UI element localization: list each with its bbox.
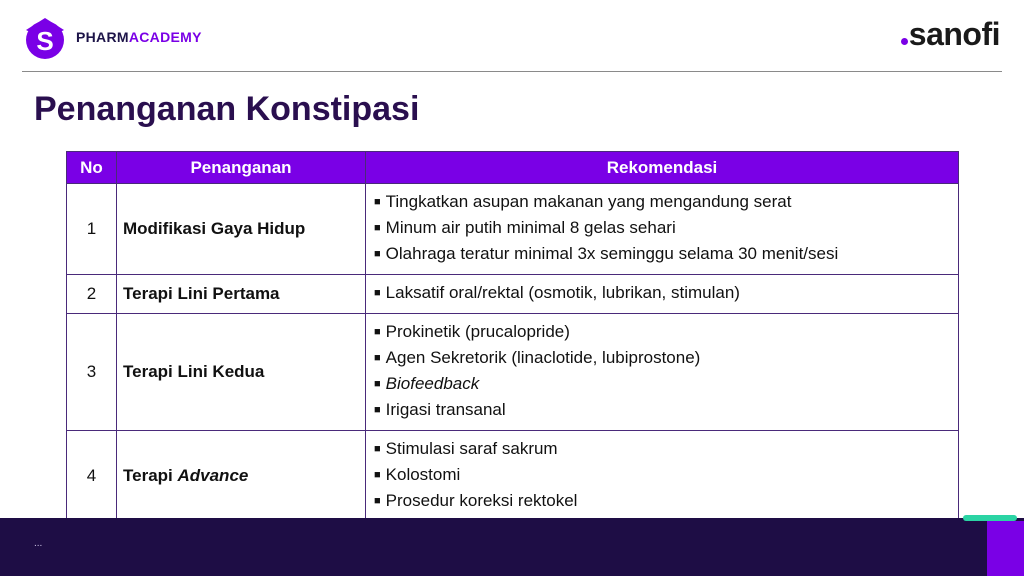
list-item <box>374 346 950 372</box>
square-bullet-icon: ■ <box>374 352 381 364</box>
recommendation-text: Tingkatkan asupan makanan yang mengandung serat <box>385 192 792 211</box>
square-bullet-icon: ■ <box>374 248 381 260</box>
recommendation-cell <box>366 275 959 314</box>
square-bullet-icon: ■ <box>374 495 381 507</box>
recommendation-cell <box>366 314 959 431</box>
footer-dots: ... <box>34 538 43 549</box>
header-divider <box>22 71 1002 72</box>
recommendation-text: Agen Sekretorik (linaclotide, lubiprostone) <box>385 348 701 367</box>
list-item <box>374 372 950 398</box>
recommendation-text: Irigasi transanal <box>385 400 506 419</box>
sanofi-logo <box>901 16 1000 53</box>
treatment-name-prefix: Terapi <box>123 466 178 485</box>
treatment-name: Terapi Lini Pertama <box>117 275 366 314</box>
treatment-name <box>117 431 366 522</box>
table-row <box>67 184 959 275</box>
recommendation-text: Kolostomi <box>385 465 461 484</box>
list-item <box>374 398 950 424</box>
list-item <box>374 437 950 463</box>
treatment-name: Terapi Lini Kedua <box>117 314 366 431</box>
row-number: 1 <box>67 184 117 275</box>
svg-text:S: S <box>36 26 54 56</box>
row-number: 2 <box>67 275 117 314</box>
brand-name-part2: ACADEMY <box>128 29 202 45</box>
list-item <box>374 489 950 515</box>
recommendation-cell <box>366 431 959 522</box>
sanofi-dot-icon <box>901 38 908 45</box>
page-title: Penanganan Konstipasi <box>34 90 420 128</box>
recommendation-cell <box>366 184 959 275</box>
table-row <box>67 431 959 522</box>
pharmacademy-logo-icon <box>22 14 68 60</box>
pharmacademy-logo <box>22 14 202 60</box>
brand-name <box>76 29 202 45</box>
square-bullet-icon: ■ <box>374 404 381 416</box>
square-bullet-icon: ■ <box>374 443 381 455</box>
recommendation-text: Laksatif oral/rektal (osmotik, lubrikan, stimulan) <box>385 283 740 302</box>
treatment-table <box>66 151 959 522</box>
list-item <box>374 281 950 307</box>
square-bullet-icon: ■ <box>374 326 381 338</box>
recommendation-text: Stimulasi saraf sakrum <box>385 439 558 458</box>
sanofi-text: sanofi <box>908 16 1000 52</box>
footer-bar <box>0 518 1024 576</box>
row-number: 4 <box>67 431 117 522</box>
brand-name-part1: PHARM <box>76 29 129 45</box>
list-item <box>374 190 950 216</box>
treatment-name: Modifikasi Gaya Hidup <box>117 184 366 275</box>
table-row <box>67 314 959 431</box>
table-row <box>67 275 959 314</box>
list-item <box>374 463 950 489</box>
list-item <box>374 320 950 346</box>
footer-accent-purple <box>987 521 1024 576</box>
column-header-treatment: Penanganan <box>117 152 366 184</box>
square-bullet-icon: ■ <box>374 287 381 299</box>
list-item <box>374 216 950 242</box>
column-header-no: No <box>67 152 117 184</box>
square-bullet-icon: ■ <box>374 222 381 234</box>
row-number: 3 <box>67 314 117 431</box>
recommendation-text: Biofeedback <box>385 374 480 393</box>
treatment-name-italic: Advance <box>177 466 249 485</box>
recommendation-text: Prosedur koreksi rektokel <box>385 491 578 510</box>
square-bullet-icon: ■ <box>374 469 381 481</box>
square-bullet-icon: ■ <box>374 196 381 208</box>
recommendation-text: Minum air putih minimal 8 gelas sehari <box>385 218 676 237</box>
table-header-row <box>67 152 959 184</box>
recommendation-text: Olahraga teratur minimal 3x seminggu selama 30 menit/sesi <box>385 244 839 263</box>
column-header-recommendation: Rekomendasi <box>366 152 959 184</box>
recommendation-text: Prokinetik (prucalopride) <box>385 322 570 341</box>
list-item <box>374 242 950 268</box>
square-bullet-icon: ■ <box>374 378 381 390</box>
